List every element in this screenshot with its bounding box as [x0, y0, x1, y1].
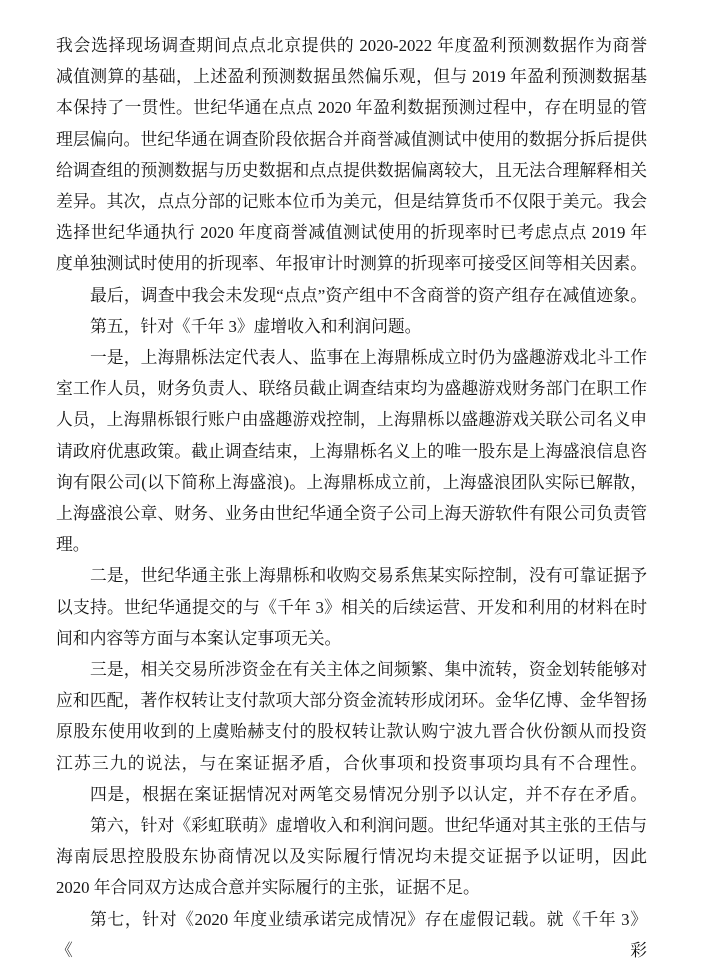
text-line: 第五，针对《千年 3》虚增收入和利润问题。	[90, 316, 422, 336]
text-line: 差异。其次，点点分部的记账本位币为美元，但是结算货币不仅限于美元。我会	[56, 192, 647, 212]
text-line: 三是，相关交易所涉资金在有关主体之间频繁、集中流转，资金划转能够对	[90, 660, 647, 680]
text-line: 一是，上海鼎栎法定代表人、监事在上海鼎栎成立时仍为盛趣游戏北斗工作	[90, 348, 647, 368]
text-line: 室工作人员，财务负责人、联络员截止调查结束均为盛趣游戏财务部门在职工作	[56, 379, 647, 399]
text-line: 我会选择现场调查期间点点北京提供的 2020-2022 年度盈利预测数据作为商誉	[56, 36, 647, 55]
text-line: 江苏三九的说法，与在案证据矛盾，合伙事项和投资事项均具有不合理性。	[56, 753, 647, 773]
document-text-block	[56, 30, 647, 959]
text-line: 四是，根据在案证据情况对两笔交易情况分别予以认定，并不存在矛盾。	[90, 784, 647, 804]
text-line: 二是，世纪华通主张上海鼎栎和收购交易系焦某实际控制，没有可靠证据予	[90, 566, 647, 586]
text-line: 本保持了一贯性。世纪华通在点点 2020 年盈利数据预测过程中，存在明显的管	[56, 98, 647, 118]
text-line: 以支持。世纪华通提交的与《千年 3》相关的后续运营、开发和利用的材料在时	[56, 597, 647, 617]
text-line: 减值测算的基础，上述盈利预测数据虽然偏乐观，但与 2019 年盈利预测数据基	[56, 67, 647, 87]
text-line: 第七，针对《2020 年度业绩承诺完成情况》存在虚假记载。就《千年 3》《彩	[56, 909, 647, 959]
text-line: 度单独测试时使用的折现率、年报审计时测算的折现率可接受区间等相关因素。	[56, 254, 647, 274]
text-line: 人员，上海鼎栎银行账户由盛趣游戏控制，上海鼎栎以盛趣游戏关联公司名义申	[56, 410, 647, 430]
text-line: 理。	[56, 535, 90, 555]
text-line: 原股东使用收到的上虞贻赫支付的股权转让款认购宁波九晋合伙份额从而投资	[56, 722, 647, 742]
text-line: 海南辰思控股股东协商情况以及实际履行情况均未提交证据予以证明，因此	[56, 847, 647, 867]
text-line: 最后，调查中我会未发现“点点”资产组中不含商誉的资产组存在减值迹象。	[90, 285, 647, 305]
text-line: 应和匹配，著作权转让支付款项大部分资金流转形成闭环。金华亿博、金华智扬	[56, 691, 647, 711]
text-line: 给调查组的预测数据与历史数据和点点提供数据偏离较大，且无法合理解释相关	[56, 160, 647, 180]
text-line: 第六，针对《彩虹联萌》虚增收入和利润问题。世纪华通对其主张的王佶与	[90, 816, 647, 836]
text-line: 请政府优惠政策。截止调查结束，上海鼎栎名义上的唯一股东是上海盛浪信息咨	[56, 441, 647, 461]
text-line: 理层偏向。世纪华通在调查阶段依据合并商誉减值测试中使用的数据分拆后提供	[56, 129, 647, 149]
text-line: 选择世纪华通执行 2020 年度商誉减值测试使用的折现率时已考虑点点 2019 年	[56, 223, 647, 243]
text-line: 间和内容等方面与本案认定事项无关。	[56, 628, 342, 648]
text-line: 2020 年合同双方达成合意并实际履行的主张，证据不足。	[56, 878, 480, 898]
text-line: 询有限公司(以下简称上海盛浪)。上海鼎栎成立前，上海盛浪团队实际已解散，	[56, 472, 647, 492]
text-line: 上海盛浪公章、财务、业务由世纪华通全资子公司上海天游软件有限公司负责管	[56, 504, 647, 524]
